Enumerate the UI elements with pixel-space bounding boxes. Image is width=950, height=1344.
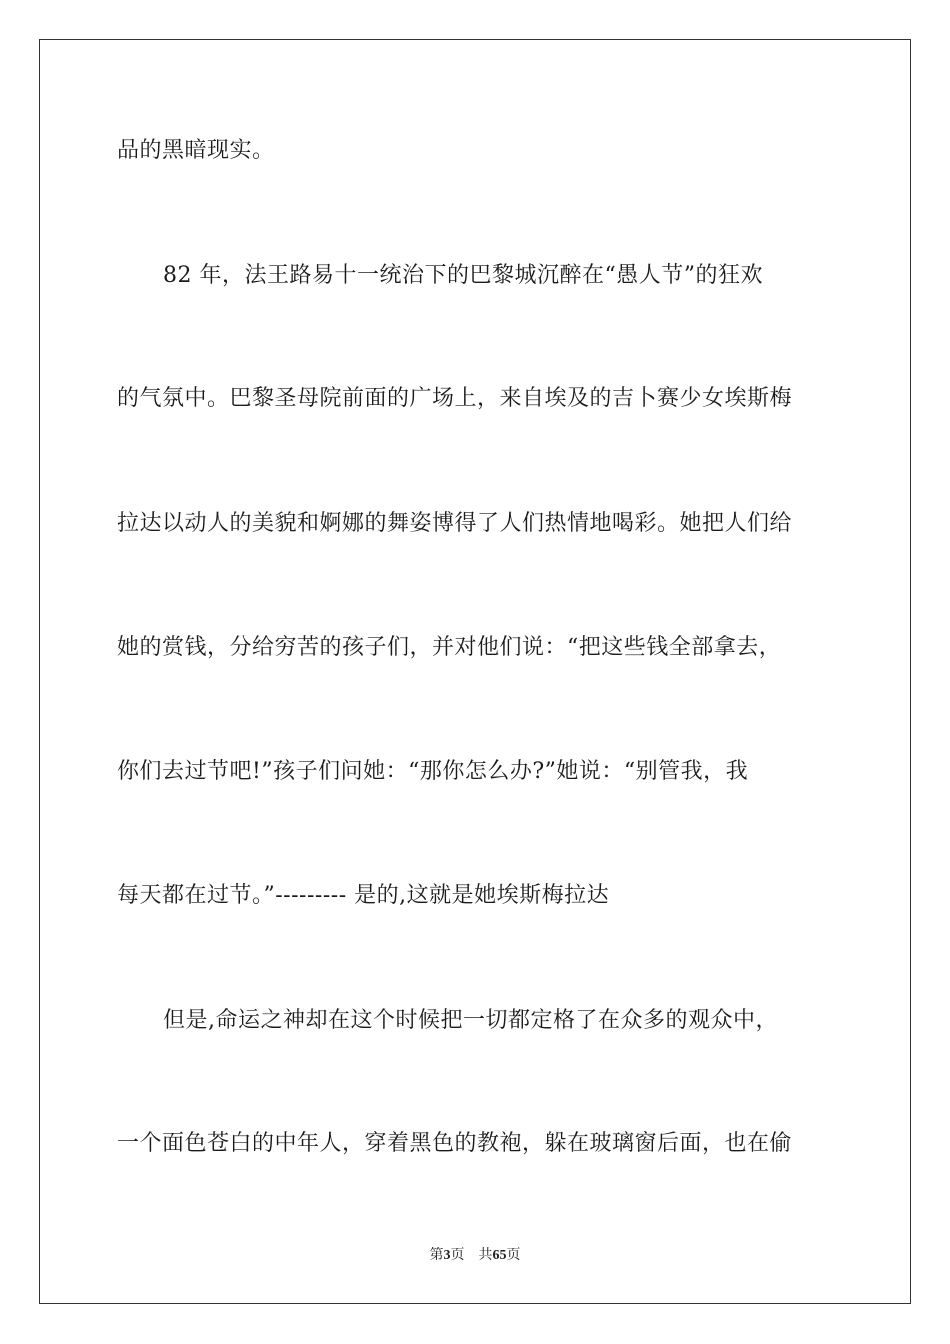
page-border bbox=[39, 39, 911, 1304]
text-line-3: 的气氛中。巴黎圣母院前面的广场上，来自埃及的吉卜赛少女埃斯梅 bbox=[117, 386, 793, 411]
text-line-1: 品的黑暗现实。 bbox=[117, 138, 275, 163]
page-suffix: 页 bbox=[450, 1247, 465, 1263]
page-prefix: 第 bbox=[429, 1247, 444, 1263]
text-line-2: 82 年，法王路易十一统治下的巴黎城沉醉在“愚人节”的狂欢 bbox=[163, 263, 763, 288]
page-number: 3 bbox=[443, 1248, 451, 1263]
total-pages: 65 bbox=[492, 1248, 507, 1263]
text-line-8: 但是,命运之神却在这个时候把一切都定格了在众多的观众中， bbox=[163, 1008, 778, 1033]
text-line-4: 拉达以动人的美貌和婀娜的舞姿博得了人们热情地喝彩。她把人们给 bbox=[117, 511, 793, 536]
total-prefix: 共 bbox=[478, 1247, 493, 1263]
text-line-6: 你们去过节吧!”孩子们问她：“那你怎么办?”她说：“别管我，我 bbox=[117, 759, 749, 784]
text-line-5: 她的赏钱，分给穷苦的孩子们，并对他们说：“把这些钱全部拿去， bbox=[117, 635, 782, 660]
total-suffix: 页 bbox=[506, 1247, 521, 1263]
page-footer bbox=[0, 1246, 950, 1265]
text-line-7: 每天都在过节。”--------- 是的,这就是她埃斯梅拉达 bbox=[117, 883, 610, 908]
text-line-9: 一个面色苍白的中年人，穿着黑色的教袍，躲在玻璃窗后面，也在偷 bbox=[117, 1131, 793, 1156]
